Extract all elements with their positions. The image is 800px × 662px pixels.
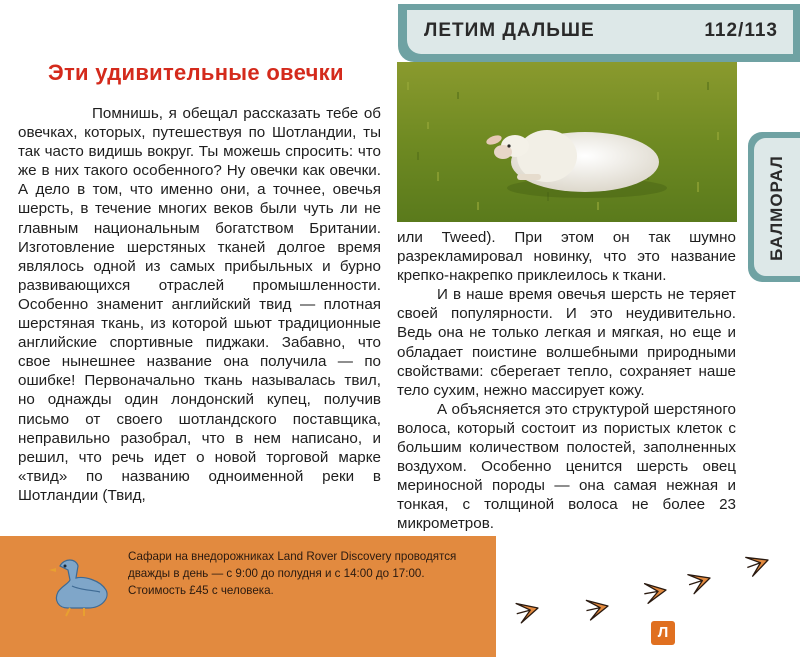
body-text-right — [397, 228, 736, 534]
body-text-left: Помнишь, я обещал рассказать тебе об овечках, которых, путешествуя по Шотландии, ты так часто видишь вокруг. Ты можешь спросить: что же в них такого особенного? Ну овечки как овечки. А дело в том, что именно они, а точнее, овечья шерсть, в течение многих веков были чуть ли не главным национальным богатством Британии. Изготовление шерстяных тканей долгое время являлось одной из самых прибыльных и бурно развивающихся отраслей промышленности. Особенно знаменит английский твид — плотная шерстяная ткань, из которой шьют традиционные английские спортивные пиджаки. Забавно, что свое нынешнее название она получила — по ошибке! Первоначально ткань называлась твил, но однажды один лондонский купец, получив письмо от своего шотландского поставщика, неправильно разобрал, что в нем написано, и решил, что речь идет о новой торговой марке «твид» по названию одноименной реки в Шотландии (Твид, — [18, 105, 381, 504]
paragraph: или Tweed). При этом он так шумно разрекламировал новинку, что это название крепко-накрепко приклеилось к ткани. — [397, 229, 736, 285]
article-title: Эти удивительные овечки — [48, 60, 344, 85]
info-text — [128, 548, 480, 599]
paragraph: А объясняется это структурой шерстяного волоса, который состоит из пористых клеток с большим количеством полостей, заполненных воздухом. Особенно ценится шерсть овец мериносной породы — она самая нежная и тонкая, с толщиной волоса не более 23 микрометров. — [397, 400, 736, 533]
sheep-photo — [397, 62, 737, 222]
paragraph: И в наше время овечья шерсть не теряет своей популярности. И это неудивительно. Ведь она не только легкая и мягкая, но еще и обладает поистине волшебными природными свойствами: сберегает тепло, сохраняет наше тело сухим, нежно массирует кожу. — [397, 286, 736, 399]
goose-icon — [48, 556, 112, 623]
bird-tracks-decoration — [500, 540, 800, 662]
page-numbers: 112/113 — [704, 20, 778, 41]
watermark-badge: Л — [651, 621, 675, 645]
info-line-schedule: Сафари на внедорожниках Land Rover Discovery проводятся дважды в день — с 9:00 до полудня и с 14:00 до 17:00. — [128, 550, 457, 580]
section-title: ЛЕТИМ ДАЛЬШЕ — [424, 20, 595, 41]
info-line-price: Стоимость £45 с человека. — [128, 584, 274, 597]
side-tab-label: БАЛМОРАЛ — [767, 155, 786, 261]
